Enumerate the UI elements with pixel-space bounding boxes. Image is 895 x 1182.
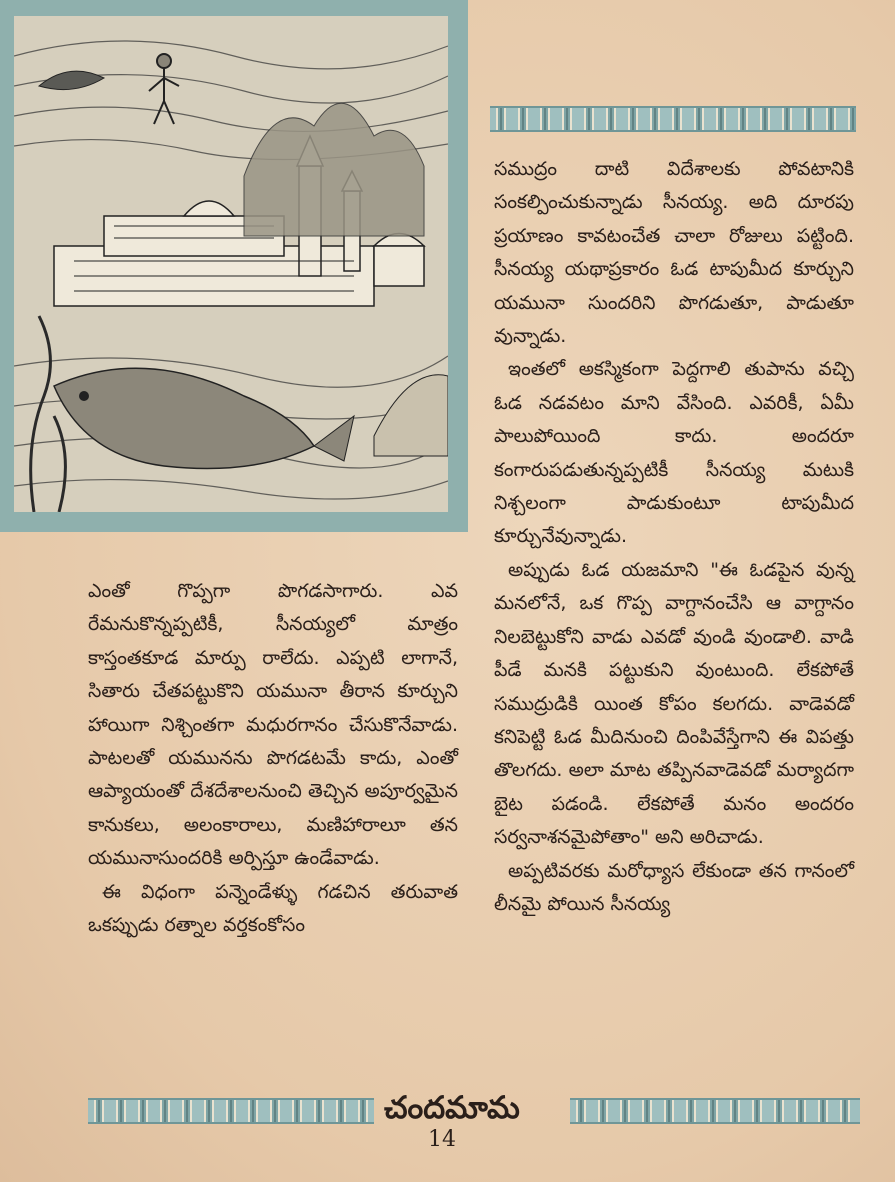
decorative-border-footer-right	[570, 1098, 860, 1124]
paragraph: ఎంతో గొప్పగా పొగడసాగారు. ఎవ రేమనుకొన్నప్పటికీ, సీనయ్యలో మాత్రం కాస్తంతకూడ మార్పు రాలేదు. ఎప్పటి లాగానే, సితారు చేతపట్టుకొని యమునా తీరాన కూర్చుని హాయిగా నిశ్చింతగా మధురగానం చేసుకొనేవాడు. పాటలతో యమునను పొగడటమే కాదు, ఎంతో ఆప్యాయంతో దేశదేశాలనుంచి తెచ్చిన అపూర్వమైన కానుకలు, అలంకారాలు, మణిహారాలూ తన యమునాసుందరికి అర్పిస్తూ ఉండేవాడు.	[88, 580, 458, 870]
page-number: 14	[428, 1127, 456, 1152]
paragraph: సముద్రం దాటి విదేశాలకు పోవటానికి సంకల్పించుకున్నాడు సీనయ్య. అది దూరపు ప్రయాణం కావటంచేత చాలా రోజులు పట్టింది. సీనయ్య యథాప్రకారం ఓడ టాపుమీద కూర్చుని యమునా సుందరిని పొగడుతూ, పాడుతూ వున్నాడు.	[494, 158, 854, 348]
decorative-border-top	[490, 106, 856, 132]
paragraph: అప్పుడు ఓడ యజమాని "ఈ ఓడపైన వున్న మనలోనే, ఒక గొప్ప వాగ్దానంచేసి ఆ వాగ్దానం నిలబెట్టుకోని వాడు ఎవడో వుండి వుండాలి. వాడి పీడే మనకి పట్టుకుని వుంటుంది. లేకపోతే సముద్రుడికి యింత కోపం కలగదు. వాడెవడో కనిపెట్టి ఓడ మీదినుంచి దింపివేస్తేగాని ఈ విపత్తు తొలగదు. అలా మాట తప్పినవాడెవడో మర్యాదగా బైట పడండి. లేకపోతే మనం అందరం సర్వనాశనమైపోతాం" అని అరిచాడు.	[494, 558, 854, 849]
paragraph: అప్పటివరకు మరోధ్యాస లేకుండా తన గానంలో లీనమై పోయిన సీనయ్య	[494, 859, 854, 915]
right-column-text	[494, 153, 854, 921]
paragraph: ఈ విధంగా పన్నెండేళ్ళు గడచిన తరువాత ఒకప్పుడు రత్నాల వర్తకంకోసం	[88, 880, 458, 937]
paragraph: ఇంతలో అకస్మికంగా పెద్దగాలి తుపాను వచ్చి ఓడ నడవటం మాని వేసింది. ఎవరికీ, ఏమీ పాలుపోయింది కాదు. అందరూ కంగారుపడుతున్నప్పటికీ సీనయ్య మటుకి నిశ్చలంగా పాడుకుంటూ టాపుమీద కూర్చునేవున్నాడు.	[494, 358, 854, 548]
magazine-title: చందమామ	[384, 1090, 520, 1126]
decorative-border-footer-left	[88, 1098, 374, 1124]
left-column-text	[88, 575, 458, 942]
underwater-palace-illustration	[14, 16, 448, 512]
illustration-frame	[0, 0, 468, 532]
illustration-drawing	[14, 16, 448, 512]
